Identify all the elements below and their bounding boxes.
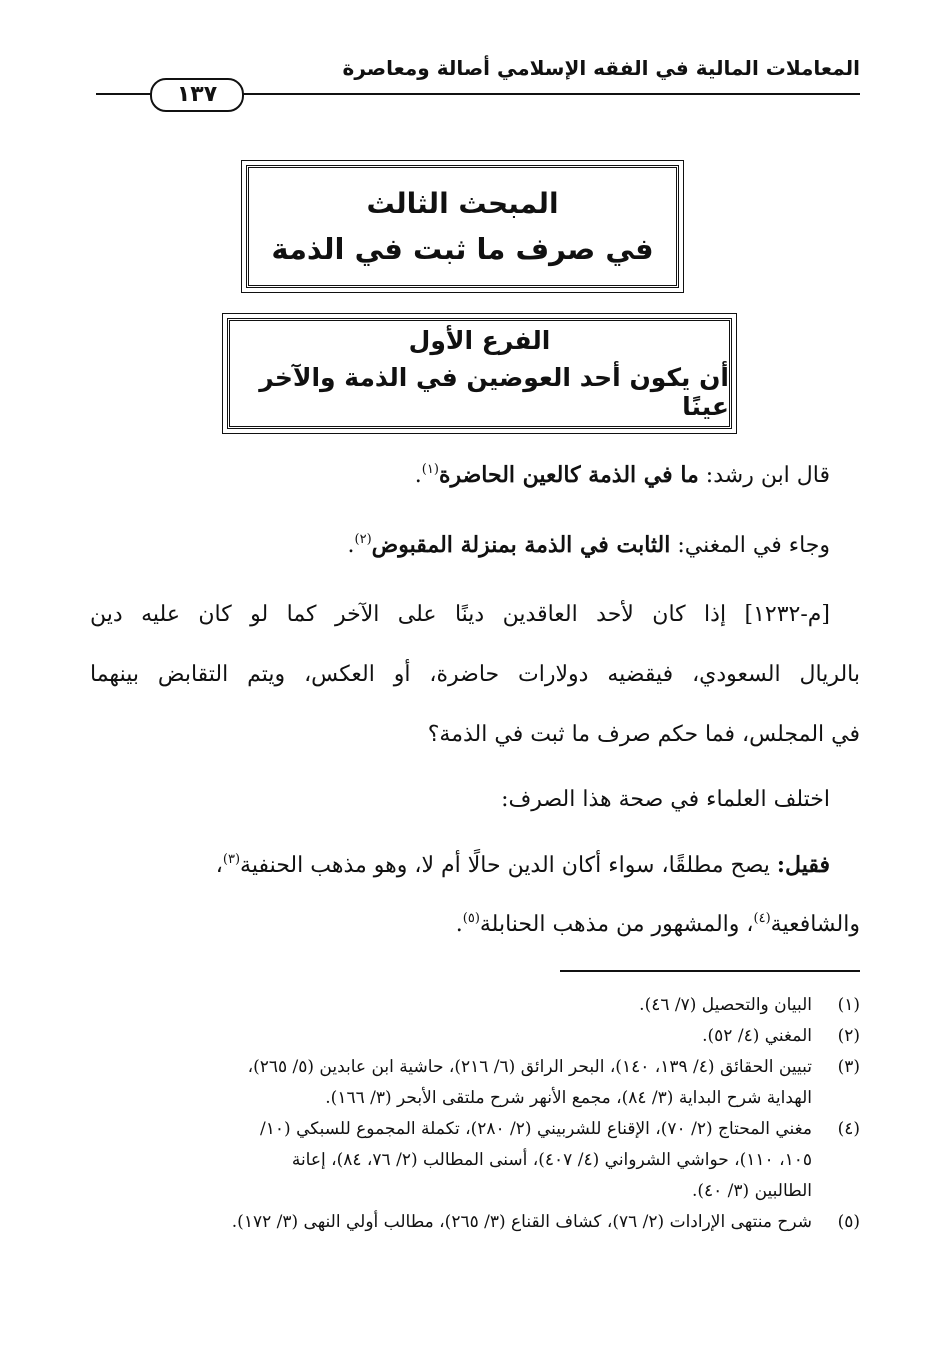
paragraph-question-line-2: بالريال السعودي، فيقضيه دولارات حاضرة، أو العكس، ويتم التقابض بينهما: [90, 662, 860, 687]
footnote-ref-2[interactable]: (٢): [354, 532, 372, 547]
footnote-2: (٢) المغني (٤/ ٥٢).: [702, 1026, 860, 1046]
p1-lead: قال ابن رشد:: [698, 463, 830, 488]
branch-subtitle: أن يكون أحد العوضين في الذمة والآخر عينًا: [259, 363, 729, 421]
footnote-3: (٣) تبيين الحقائق (٤/ ١٣٩، ١٤٠)، البحر الرائق (٦/ ٢١٦)، حاشية ابن عابدين (٥/ ٢٦٥)، الهداية شرح البداية (٣/ ٨٤)، مجمع الأنهر شرح ملتقى الأبحر (٣/ ١٦٦).: [247, 1057, 860, 1108]
section-title-box: [241, 160, 684, 293]
paragraph-disagreement: اختلف العلماء في صحة هذا الصرف:: [501, 787, 830, 812]
paragraph-question-line-3: في المجلس، فما حكم صرف ما ثبت في الذمة؟: [427, 722, 860, 747]
paragraph-first-opinion-line-2: والشافعية$^{(٤)}$، والمشهور من مذهب الحنابلة$^{(٥)}$.: [455, 911, 860, 937]
p2-quote: الثابت في الذمة بمنزلة المقبوض: [371, 532, 671, 558]
footnote-5: (٥) شرح منتهى الإرادات (٢/ ٧٦)، كشاف القناع (٣/ ٢٦٥)، مطالب أولي النهى (٣/ ١٧٢).: [231, 1212, 860, 1232]
section-title: المبحث الثالث: [366, 187, 559, 220]
opinion-label: فقيل:: [776, 852, 830, 878]
footnote-ref-3[interactable]: (٣): [222, 852, 241, 867]
branch-title: الفرع الأول: [408, 326, 551, 355]
footnotes: [90, 990, 860, 1238]
footnote-ref-5[interactable]: (٥): [462, 911, 480, 926]
page-number: ١٣٧: [150, 78, 244, 112]
paragraph-first-opinion: فقيل: يصح مطلقًا، سواء أكان الدين حالًا أم لا، وهو مذهب الحنفية$^{(٣)}$،: [215, 852, 830, 878]
paragraph-mughni: وجاء في المغني: الثابت في الذمة بمنزلة المقبوض$^{(٢)}$.: [347, 532, 830, 558]
paragraph-ibn-rushd: قال ابن رشد: ما في الذمة كالعين الحاضرة$^{(١)}$.: [414, 462, 830, 488]
footnote-4: (٤) مغني المحتاج (٢/ ٧٠)، الإقناع للشربيني (٢/ ٢٨٠)، تكملة المجموع للسبكي (١٠/ ١٠٥، ١١٠)، حواشي الشرواني (٤/ ٤٠٧)، أسنى المطالب (٢/ ٧٦، ٨٤)، إعانة الطالبين (٣/ ٤٠).: [260, 1119, 860, 1201]
p1-quote: ما في الذمة كالعين الحاضرة: [438, 462, 699, 488]
branch-title-box: [222, 313, 737, 434]
footnote-ref-4[interactable]: (٤): [753, 911, 771, 926]
p2-lead: وجاء في المغني:: [670, 533, 830, 558]
footnote-1: (١) البيان والتحصيل (٧/ ٤٦).: [639, 995, 860, 1015]
running-title: المعاملات المالية في الفقه الإسلامي أصالة ومعاصرة: [342, 56, 860, 80]
footnote-ref-1[interactable]: (١): [421, 462, 439, 477]
paragraph-question-line-1: [م-١٢٣٢] إذا كان لأحد العاقدين دينًا على الآخر كما لو كان عليه دين: [90, 602, 830, 627]
footnote-separator: [560, 970, 860, 972]
section-subtitle: في صرف ما ثبت في الذمة: [271, 232, 654, 266]
